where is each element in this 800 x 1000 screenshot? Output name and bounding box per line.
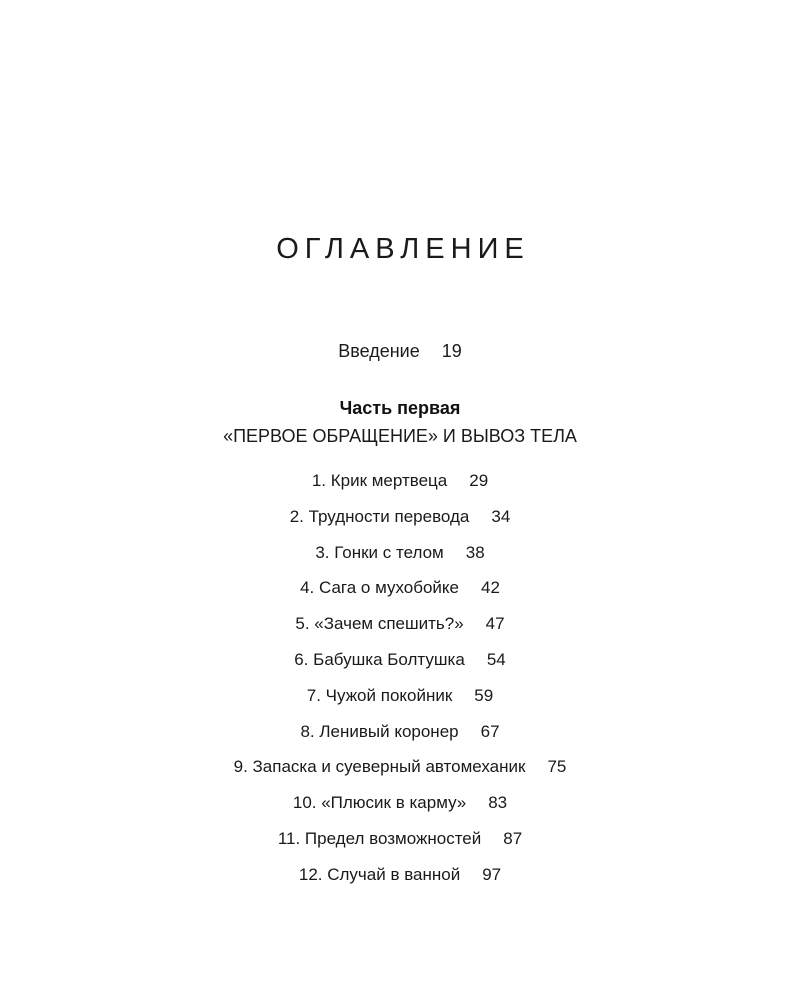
toc-entry-page: 38: [465, 542, 485, 562]
toc-entry-title: 4. Сага о мухобойке: [300, 578, 459, 598]
toc-entry[interactable]: [0, 685, 800, 721]
toc-entry[interactable]: [0, 721, 800, 757]
toc-entry[interactable]: [0, 542, 800, 578]
toc-entry-page: 29: [469, 471, 489, 490]
toc-entry-page: 47: [485, 614, 505, 634]
toc-entry[interactable]: [0, 756, 800, 792]
toc-entry-page: 42: [481, 578, 500, 598]
toc-entry-page: 75: [547, 757, 567, 777]
page-title: ОГЛАВЛЕНИЕ: [276, 233, 530, 265]
toc-entry[interactable]: [0, 864, 800, 900]
part-title: «ПЕРВОЕ ОБРАЩЕНИЕ» И ВЫВОЗ ТЕЛА: [223, 426, 577, 446]
toc-entry-page: 83: [488, 793, 508, 813]
toc-entry[interactable]: [0, 613, 800, 649]
toc-entry-page: 87: [503, 828, 523, 848]
toc-entry[interactable]: [0, 577, 800, 613]
toc-entry-title: 10. «Плюсик в карму»: [292, 793, 467, 813]
toc-entry-page: 97: [482, 864, 502, 884]
toc-entry-title: Введение: [338, 341, 420, 361]
part-label: Часть первая: [339, 398, 461, 418]
toc-entry[interactable]: [0, 470, 800, 506]
toc-entry-title: 6. Бабушка Болтушка: [294, 649, 465, 669]
toc-entry-page: 54: [486, 649, 506, 669]
toc-entry-title: 9. Запаска и суеверный автомеханик: [233, 757, 526, 777]
toc-entry-title: 11. Предел возможностей: [277, 828, 482, 848]
toc-entry[interactable]: [0, 828, 800, 864]
toc-entry-title: 3. Гонки с телом: [315, 542, 444, 562]
chapter-list: [0, 470, 800, 900]
toc-entry-title: 1. Крик мертвеца: [311, 471, 448, 490]
toc-entry-title: 2. Трудности перевода: [289, 506, 470, 526]
toc-entry-page: 67: [480, 721, 500, 741]
toc-entry[interactable]: [0, 649, 800, 685]
toc-entry-title: 12. Случай в ванной: [298, 864, 461, 884]
toc-entry-page: 19: [441, 341, 462, 361]
toc-entry-title: 7. Чужой покойник: [306, 685, 453, 705]
toc-entry-page: 59: [474, 685, 494, 705]
toc-entry[interactable]: [0, 506, 800, 542]
toc-entry-title: 8. Ленивый коронер: [300, 721, 459, 741]
toc-entry[interactable]: [0, 792, 800, 828]
toc-entry-introduction[interactable]: [0, 341, 800, 362]
toc-entry-title: 5. «Зачем спешить?»: [295, 614, 464, 634]
toc-entry-page: 34: [491, 506, 511, 526]
